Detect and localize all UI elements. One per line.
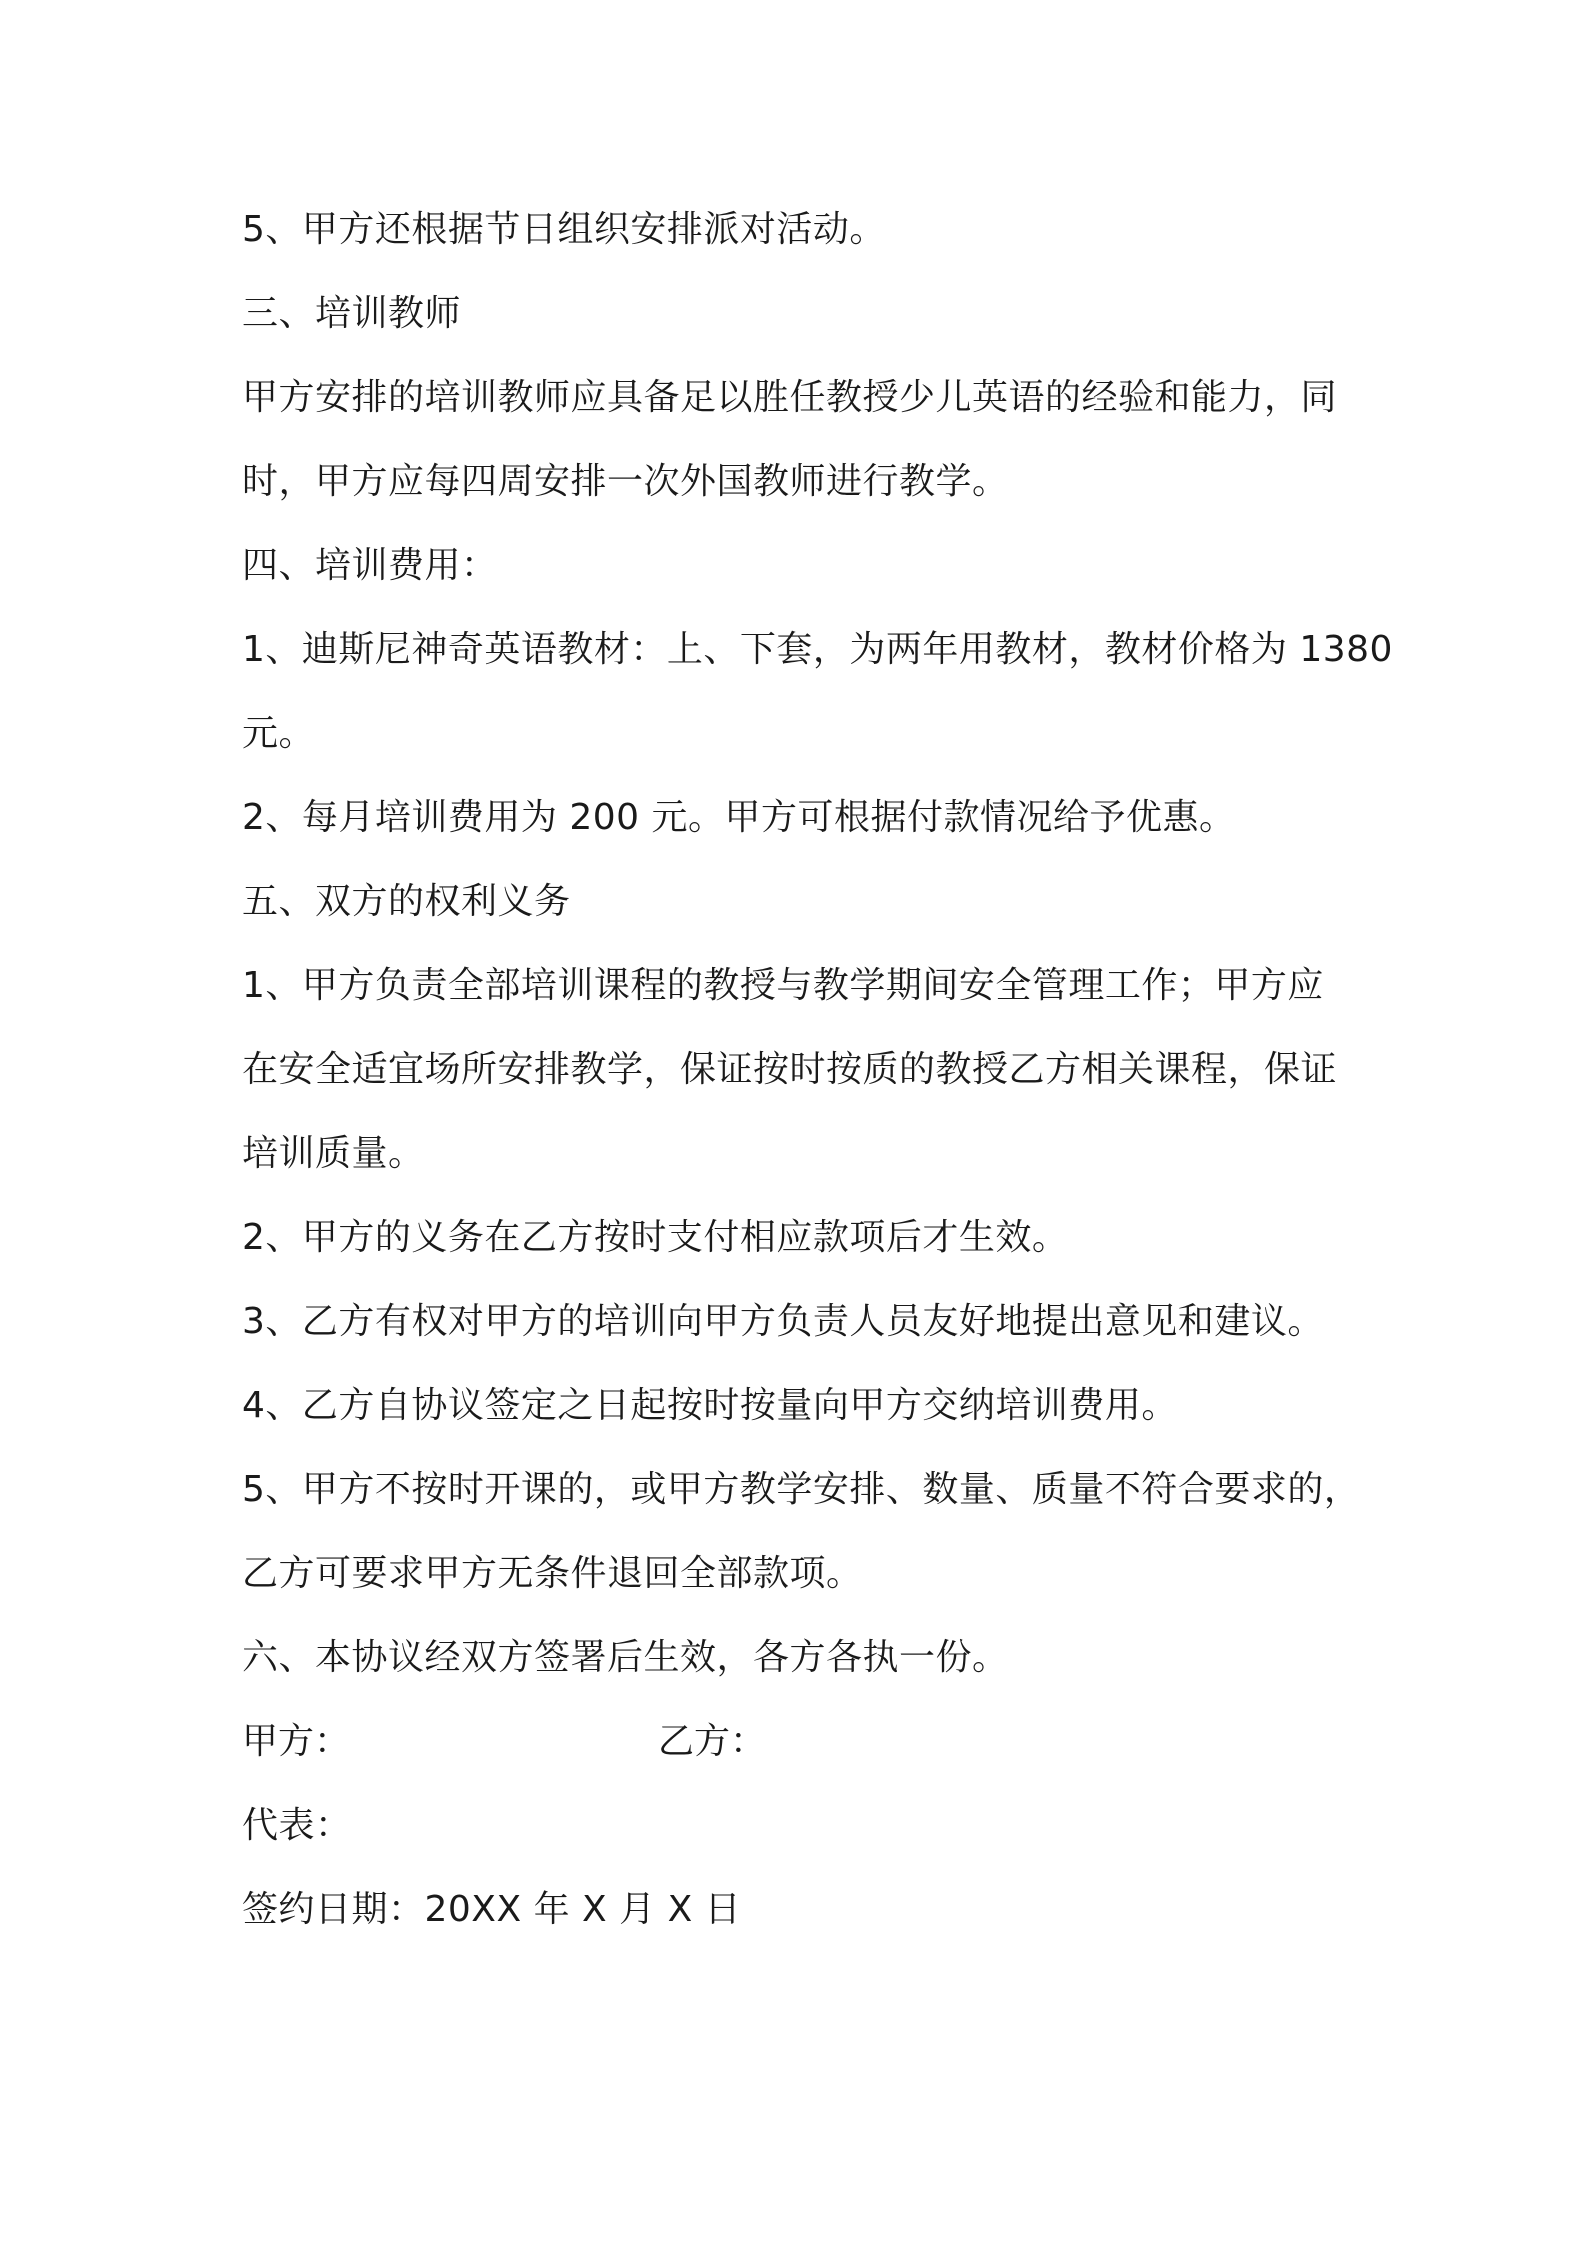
clause-line: 5、甲方还根据节日组织安排派对活动。	[242, 209, 886, 250]
section-heading: 五、双方的权利义务	[242, 881, 571, 922]
clause-line: 1、甲方负责全部培训课程的教授与教学期间安全管理工作；甲方应	[242, 965, 1324, 1006]
clause-line: 1、迪斯尼神奇英语教材：上、下套，为两年用教材，教材价格为 1380	[242, 629, 1393, 670]
clause-line: 5、甲方不按时开课的，或甲方教学安排、数量、质量不符合要求的，	[242, 1469, 1361, 1510]
clause-line: 甲方安排的培训教师应具备足以胜任教授少儿英语的经验和能力，同	[242, 377, 1338, 418]
clause-line: 培训质量。	[242, 1133, 425, 1174]
document-body	[242, 200, 1393, 1964]
section-heading: 三、培训教师	[242, 293, 462, 334]
signing-date: 签约日期：20XX 年 X 月 X 日	[242, 1889, 742, 1930]
signature-parties-row	[242, 1712, 1362, 1796]
clause-line: 4、乙方自协议签定之日起按时按量向甲方交纳培训费用。	[242, 1385, 1178, 1426]
section-heading: 四、培训费用：	[242, 545, 498, 586]
section-heading: 六、本协议经双方签署后生效，各方各执一份。	[242, 1637, 1009, 1678]
clause-line: 元。	[242, 713, 316, 754]
party-b-label: 乙方：	[658, 1721, 767, 1762]
party-a-label: 甲方：	[242, 1721, 351, 1762]
representative-label: 代表：	[242, 1805, 352, 1846]
clause-line: 2、甲方的义务在乙方按时支付相应款项后才生效。	[242, 1217, 1069, 1258]
clause-line: 乙方可要求甲方无条件退回全部款项。	[242, 1553, 863, 1594]
clause-line: 时，甲方应每四周安排一次外国教师进行教学。	[242, 461, 1009, 502]
clause-line: 在安全适宜场所安排教学，保证按时按质的教授乙方相关课程，保证	[242, 1049, 1338, 1090]
clause-line: 2、每月培训费用为 200 元。甲方可根据付款情况给予优惠。	[242, 797, 1236, 838]
clause-line: 3、乙方有权对甲方的培训向甲方负责人员友好地提出意见和建议。	[242, 1301, 1324, 1342]
